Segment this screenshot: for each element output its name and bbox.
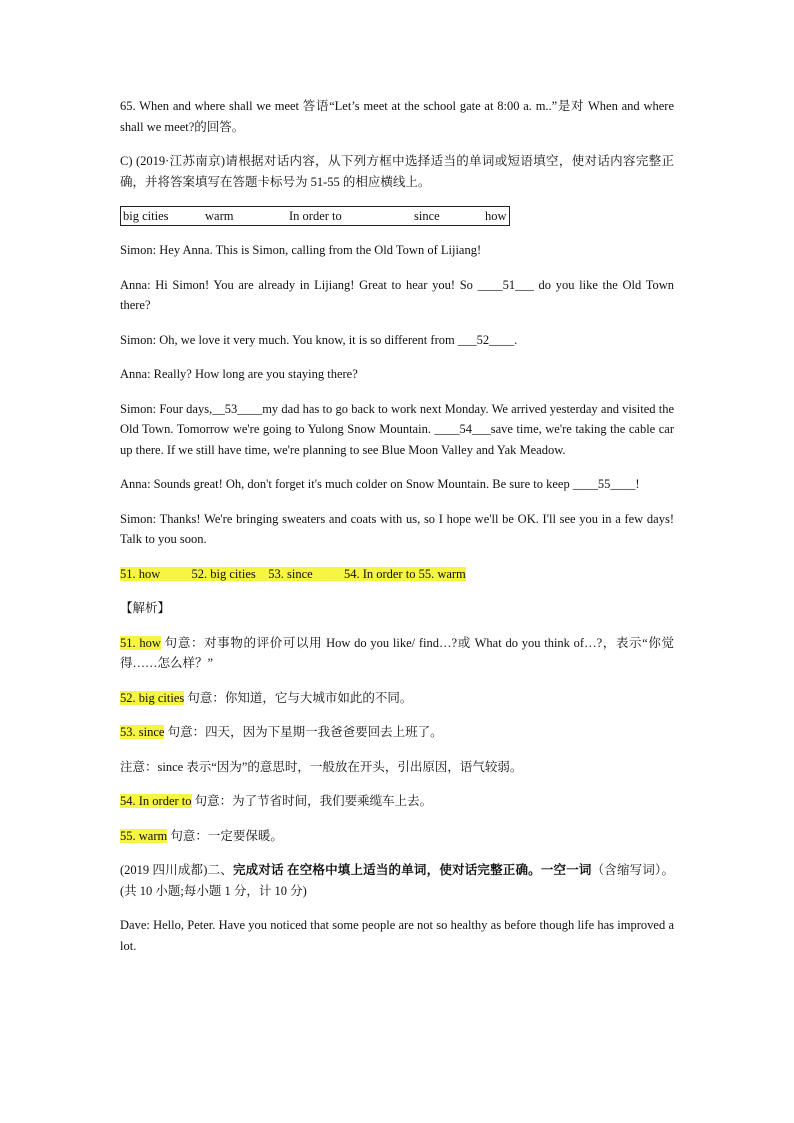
dialogue-line: Simon: Four days,__53____my dad has to go back to work next Monday. We arrived yesterday and visited the Old Town. Tomorrow we're going to Yulong Snow Mountain. ____54___save time, we're taking the cable car up there. If we still have time, we're planning to see Blue Moon Valley and Yak Meadow.	[120, 401, 674, 457]
analysis-text: 句意：你知道，它与大城市如此的不同。	[184, 690, 413, 705]
dialogue-line: Anna: Hi Simon! You are already in Lijiang! Great to hear you! So ____51___ do you like the Old Town there?	[120, 277, 674, 312]
analysis-item	[120, 826, 674, 847]
dialogue-line-dave: Dave: Hello, Peter. Have you noticed that some people are not so healthy as before though life has improved a lot.	[120, 918, 674, 953]
analysis-key: 53. since	[120, 725, 165, 739]
analysis-item	[120, 791, 674, 812]
word-bank-item: In order to	[289, 209, 342, 223]
word-bank-item: how	[485, 209, 507, 223]
dialogue-line: Simon: Hey Anna. This is Simon, calling from the Old Town of Lijiang!	[120, 243, 482, 257]
dialogue-line: Simon: Thanks! We're bringing sweaters and coats with us, so I hope we'll be OK. I'll see you in a few days! Talk to you soon.	[120, 511, 674, 546]
word-bank-item: since	[414, 209, 440, 223]
word-bank-item: big cities	[123, 209, 169, 223]
analysis-note	[120, 757, 674, 778]
answer-highlight: 51. how 52. big cities 53. since 54. In order to 55. warm	[120, 566, 466, 581]
analysis-key: 52. big cities	[120, 690, 185, 705]
word-bank-item: warm	[205, 209, 234, 223]
section-2-prefix: (2019 四川成都)二、	[120, 863, 233, 877]
analysis-text: 句意：对事物的评价可以用 How do you like/ find…?或 What do you think of…?，表示“你觉得……怎么样？”	[120, 635, 674, 670]
section-2-suffix: （含缩写词）。(共 10 小题;每小题 1 分，计 10 分)	[120, 863, 674, 898]
q65-explanation: 65. When and where shall we meet 答语“Let’s meet at the school gate at 8:00 a. m..”是对 When and where shall we meet?的回答。	[120, 99, 674, 134]
analysis-text: 注意：since 表示“因为”的意思时，一般放在开头，引出原因，语气较弱。	[120, 759, 523, 774]
analysis-item	[120, 688, 674, 709]
analysis-item	[120, 633, 674, 674]
section-2-instruction	[120, 860, 674, 901]
answer-line	[120, 564, 674, 585]
analysis-heading: 【解析】	[120, 600, 171, 615]
analysis-key: 54. In order to	[120, 794, 192, 808]
document-page	[120, 96, 674, 956]
dialogue-line: Anna: Sounds great! Oh, don't forget it's much colder on Snow Mountain. Be sure to keep ____55____!	[120, 477, 640, 491]
analysis-text: 句意：为了节省时间，我们要乘缆车上去。	[191, 794, 433, 808]
analysis-text: 句意：一定要保暖。	[167, 828, 283, 843]
analysis-item	[120, 722, 674, 743]
analysis-text: 句意：四天，因为下星期一我爸爸要回去上班了。	[164, 725, 443, 739]
dialogue-line: Simon: Oh, we love it very much. You know, it is so different from ___52____.	[120, 332, 518, 347]
section-c-instruction: C) (2019·江苏南京)请根据对话内容，从下列方框中选择适当的单词或短语填空，使对话内容完整正确，并将答案填写在答题卡标号为 51-55 的相应横线上。	[120, 154, 674, 189]
section-2-bold: 完成对话 在空格中填上适当的单词，使对话完整正确。一空一词	[232, 863, 592, 877]
analysis-key: 55. warm	[120, 828, 168, 843]
dialogue-line: Anna: Really? How long are you staying there?	[120, 367, 358, 381]
word-bank-box	[120, 206, 510, 226]
analysis-key: 51. how	[120, 635, 161, 650]
